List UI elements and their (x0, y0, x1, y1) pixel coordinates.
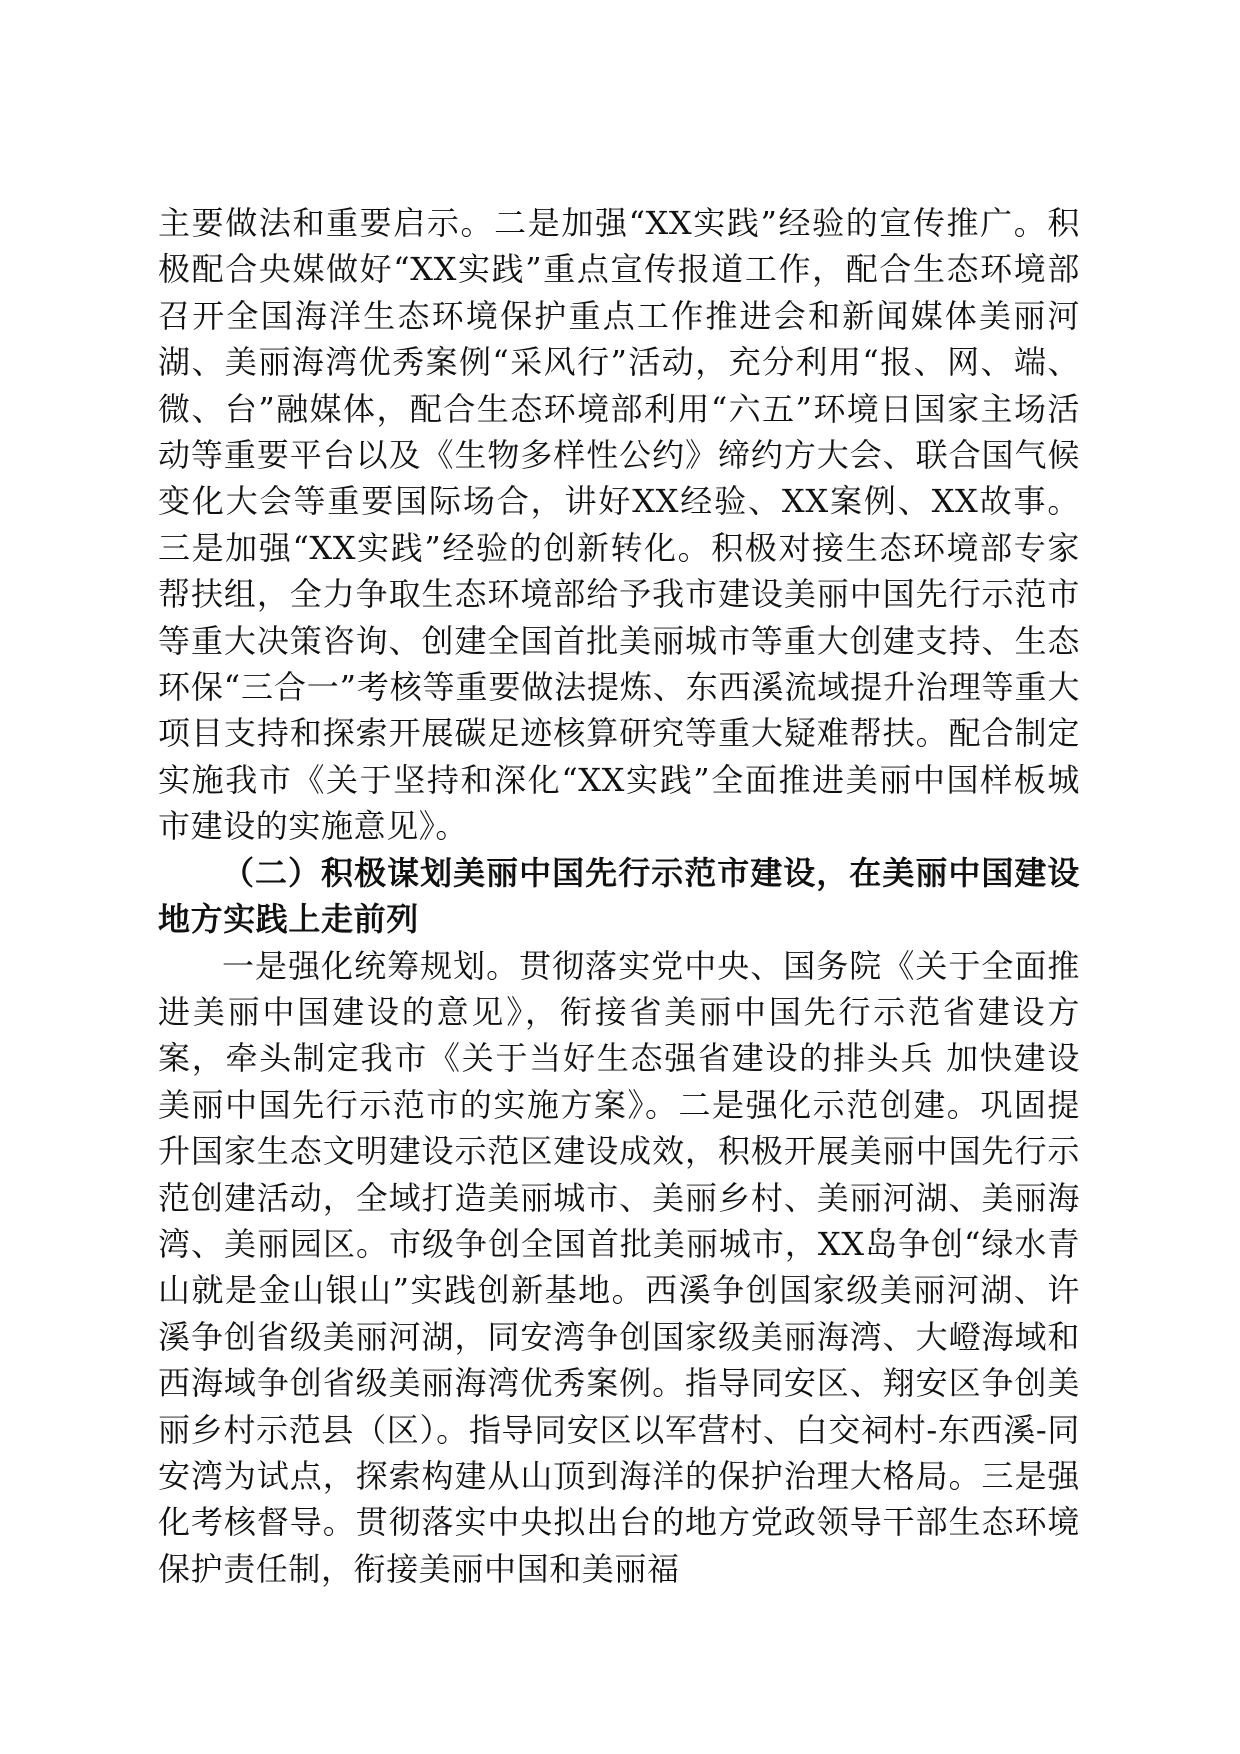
paragraph-continuation: 主要做法和重要启示。二是加强“XX实践”经验的宣传推广。积极配合央媒做好“XX实践”重点宣传报道工作，配合生态环境部召开全国海洋生态环境保护重点工作推进会和新闻媒体美丽河湖、美丽海湾优秀案例“采风行”活动，充分利用“报、网、端、微、台”融媒体，配合生态环境部利用“六五”环境日国家主场活动等重要平台以及《生物多样性公约》缔约方大会、联合国气候变化大会等重要国际场合，讲好XX经验、XX案例、XX故事。三是加强“XX实践”经验的创新转化。积极对接生态环境部专家帮扶组，全力争取生态环境部给予我市建设美丽中国先行示范市等重大决策咨询、创建全国首批美丽城市等重大创建支持、生态环保“三合一”考核等重要做法提炼、东西溪流域提升治理等重大项目支持和探索开展碳足迹核算研究等重大疑难帮扶。配合制定实施我市《关于坚持和深化“XX实践”全面推进美丽中国样板城市建设的实施意见》。 (158, 204, 1080, 846)
document-body (158, 200, 1080, 1592)
section-heading: （二）积极谋划美丽中国先行示范市建设，在美丽中国建设地方实践上走前列 (158, 853, 1080, 939)
paragraph-body: 一是强化统筹规划。贯彻落实党中央、国务院《关于全面推进美丽中国建设的意见》，衔接省美丽中国先行示范省建设方案，牵头制定我市《关于当好生态强省建设的排头兵 加快建设美丽中国先行示范市的实施方案》。二是强化示范创建。巩固提升国家生态文明建设示范区建设成效，积极开展美丽中国先行示范创建活动，全域打造美丽城市、美丽乡村、美丽河湖、美丽海湾、美丽园区。市级争创全国首批美丽城市，XX岛争创“绿水青山就是金山银山”实践创新基地。西溪争创国家级美丽河湖、许溪争创省级美丽河湖，同安湾争创国家级美丽海湾、大嶝海域和西海域争创省级美丽海湾优秀案例。指导同安区、翔安区争创美丽乡村示范县（区）。指导同安区以军营村、白交祠村-东西溪-同安湾为试点，探索构建从山顶到海洋的保护治理大格局。三是强化考核督导。贯彻落实中央拟出台的地方党政领导干部生态环境保护责任制，衔接美丽中国和美丽福 (158, 946, 1080, 1588)
